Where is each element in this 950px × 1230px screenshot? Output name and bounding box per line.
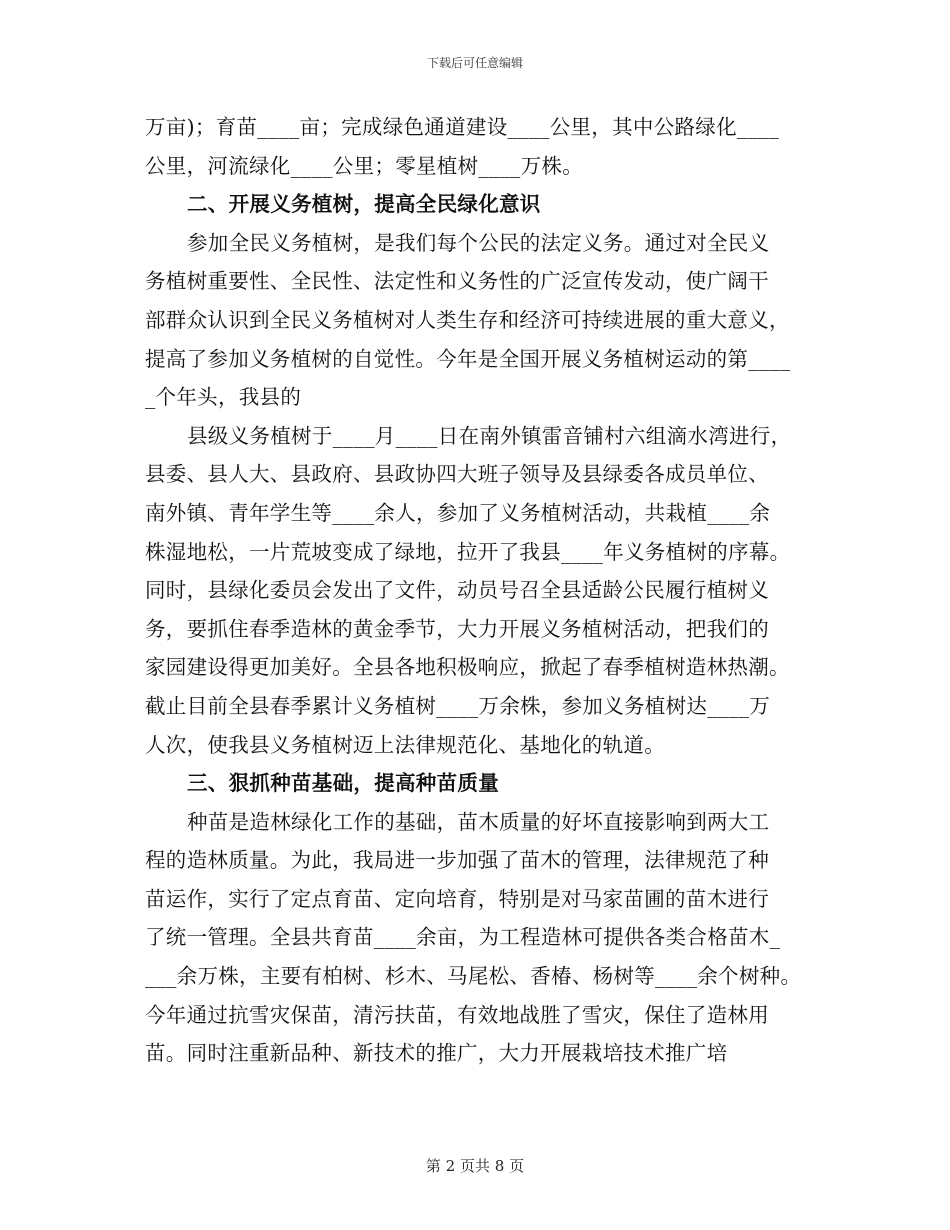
document-body xyxy=(145,108,815,1073)
section-heading: 三、狠抓种苗基础，提高种苗质量 xyxy=(187,771,499,796)
text-line: 家园建设得更加美好。全县各地积极响应，掀起了春季植树造林热潮。 xyxy=(145,655,790,680)
text-line: 今年通过抗雪灾保苗，清污扶苗，有效地战胜了雪灾，保住了造林用 xyxy=(145,1002,769,1027)
text-line: 种苗是造林绿化工作的基础，苗木质量的好坏直接影响到两大工 xyxy=(187,809,770,834)
text-line: 苗运作，实行了定点育苗、定向培育，特别是对马家苗圃的苗木进行 xyxy=(145,886,769,911)
text-line: 同时，县绿化委员会发出了文件，动员号召全县适龄公民履行植树义 xyxy=(145,578,769,603)
text-line: 务，要抓住春季造林的黄金季节，大力开展义务植树活动，把我们的 xyxy=(145,616,769,641)
text-line: 人次，使我县义务植树迈上法律规范化、基地化的轨道。 xyxy=(145,732,665,757)
text-line: _个年头，我县的 xyxy=(145,385,302,410)
text-line: 部群众认识到全民义务植树对人类生存和经济可持续进展的重大意义， xyxy=(145,307,790,332)
text-line: 苗。同时注重新品种、新技术的推广，大力开展栽培技术推广培 xyxy=(145,1041,728,1066)
text-line: 了统一管理。全县共育苗____余亩，为工程造林可提供各类合格苗木_ xyxy=(145,925,781,950)
text-line: 县级义务植树于____月____日在南外镇雷音铺村六组滴水湾进行， xyxy=(187,423,792,448)
section-heading: 二、开展义务植树，提高全民绿化意识 xyxy=(187,192,541,217)
text-line: 程的造林质量。为此，我局进一步加强了苗木的管理，法律规范了种 xyxy=(145,848,769,873)
text-line: ___余万株，主要有柏树、杉木、马尾松、香椿、杨树等____余个树种。 xyxy=(145,964,802,989)
text-line: 株湿地松，一片荒坡变成了绿地，拉开了我县____年义务植树的序幕。 xyxy=(145,539,791,564)
text-line: 万亩)；育苗____亩；完成绿色通道建设____公里，其中公路绿化____ xyxy=(145,115,780,139)
text-line: 南外镇、青年学生等____余人，参加了义务植树活动，共栽植____余 xyxy=(145,500,771,525)
page-header: 下载后可任意编辑 xyxy=(426,56,523,70)
text-line: 县委、县人大、县政府、县政协四大班子领导及县绿委各成员单位、 xyxy=(145,462,769,487)
page-footer: 第 2 页共 8 页 xyxy=(425,1157,525,1175)
text-line: 公里，河流绿化____公里；零星植树____万株。 xyxy=(145,153,583,178)
text-line: 截止目前全县春季累计义务植树____万余株，参加义务植树达____万 xyxy=(145,693,771,718)
text-line: 参加全民义务植树，是我们每个公民的法定义务。通过对全民义 xyxy=(187,230,770,255)
text-line: 提高了参加义务植树的自觉性。今年是全国开展义务植树运动的第____ xyxy=(145,346,791,371)
text-line: 务植树重要性、全民性、法定性和义务性的广泛宣传发动，使广阔干 xyxy=(145,269,769,294)
